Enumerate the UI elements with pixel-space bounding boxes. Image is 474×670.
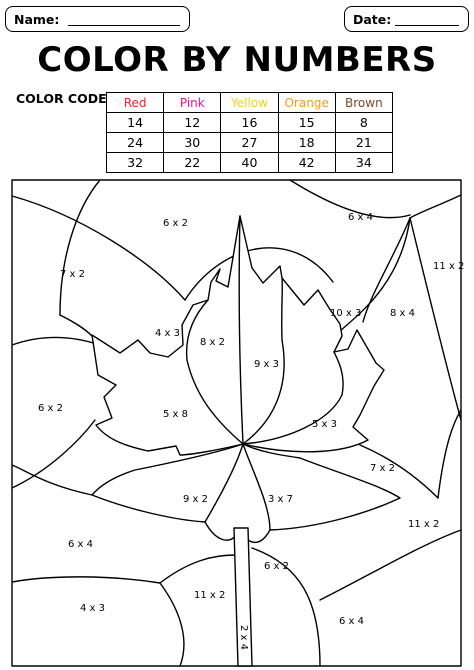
date-label: Date: bbox=[353, 12, 392, 27]
code-cell: 8 bbox=[335, 113, 392, 133]
region-label: 6 x 4 bbox=[339, 616, 364, 627]
color-name-brown: Brown bbox=[335, 93, 392, 113]
region-label: 11 x 2 bbox=[194, 590, 226, 601]
bg-curve bbox=[12, 465, 92, 495]
color-code-label: COLOR CODE bbox=[16, 91, 107, 106]
code-cell: 24 bbox=[107, 133, 164, 153]
region-label: 9 x 2 bbox=[183, 494, 208, 505]
bg-curve bbox=[60, 180, 100, 315]
region-label: 11 x 2 bbox=[408, 519, 440, 530]
code-cell: 18 bbox=[278, 133, 335, 153]
code-cell: 22 bbox=[164, 153, 221, 173]
region-label: 6 x 2 bbox=[38, 403, 63, 414]
region-label: 6 x 4 bbox=[68, 539, 93, 550]
region-label: 8 x 4 bbox=[390, 308, 415, 319]
region-label: 5 x 8 bbox=[163, 409, 188, 420]
bg-curve bbox=[12, 338, 100, 346]
region-label: 5 x 3 bbox=[312, 419, 337, 430]
region-label-stem: 2 x 4 bbox=[238, 625, 249, 650]
bg-curve bbox=[410, 218, 461, 420]
region-label: 3 x 7 bbox=[268, 494, 293, 505]
bg-curve bbox=[438, 410, 461, 498]
code-cell: 30 bbox=[164, 133, 221, 153]
bg-curve bbox=[410, 195, 461, 218]
bg-curve bbox=[12, 420, 95, 488]
color-name-yellow: Yellow bbox=[221, 93, 278, 113]
color-name-red: Red bbox=[107, 93, 164, 113]
leaf-outline bbox=[92, 216, 384, 455]
bg-curve bbox=[12, 577, 160, 583]
code-cell: 12 bbox=[164, 113, 221, 133]
region-label: 6 x 2 bbox=[163, 218, 188, 229]
region-label: 7 x 2 bbox=[60, 269, 85, 280]
page-title: COLOR BY NUMBERS bbox=[37, 40, 437, 80]
region-label: 8 x 2 bbox=[200, 337, 225, 348]
region-label: 9 x 3 bbox=[254, 359, 279, 370]
region-label: 10 x 3 bbox=[330, 308, 362, 319]
region-label: 6 x 2 bbox=[264, 561, 289, 572]
code-cell: 16 bbox=[221, 113, 278, 133]
code-cell: 32 bbox=[107, 153, 164, 173]
color-name-orange: Orange bbox=[278, 93, 335, 113]
region-label: 11 x 2 bbox=[433, 261, 465, 272]
bg-curve bbox=[12, 196, 185, 300]
region-label: 7 x 2 bbox=[370, 463, 395, 474]
region-label: 6 x 4 bbox=[348, 212, 373, 223]
code-cell: 27 bbox=[221, 133, 278, 153]
bg-curve bbox=[320, 530, 461, 600]
code-cell: 15 bbox=[278, 113, 335, 133]
code-cell: 34 bbox=[335, 153, 392, 173]
code-cell: 14 bbox=[107, 113, 164, 133]
bg-curve bbox=[363, 218, 410, 322]
name-label: Name: bbox=[14, 12, 60, 27]
code-cell: 40 bbox=[221, 153, 278, 173]
code-cell: 21 bbox=[335, 133, 392, 153]
region-label: 4 x 3 bbox=[80, 603, 105, 614]
color-name-pink: Pink bbox=[164, 93, 221, 113]
region-label: 4 x 3 bbox=[155, 328, 180, 339]
bg-curve bbox=[160, 583, 184, 666]
bg-curve bbox=[160, 555, 235, 583]
code-cell: 42 bbox=[278, 153, 335, 173]
